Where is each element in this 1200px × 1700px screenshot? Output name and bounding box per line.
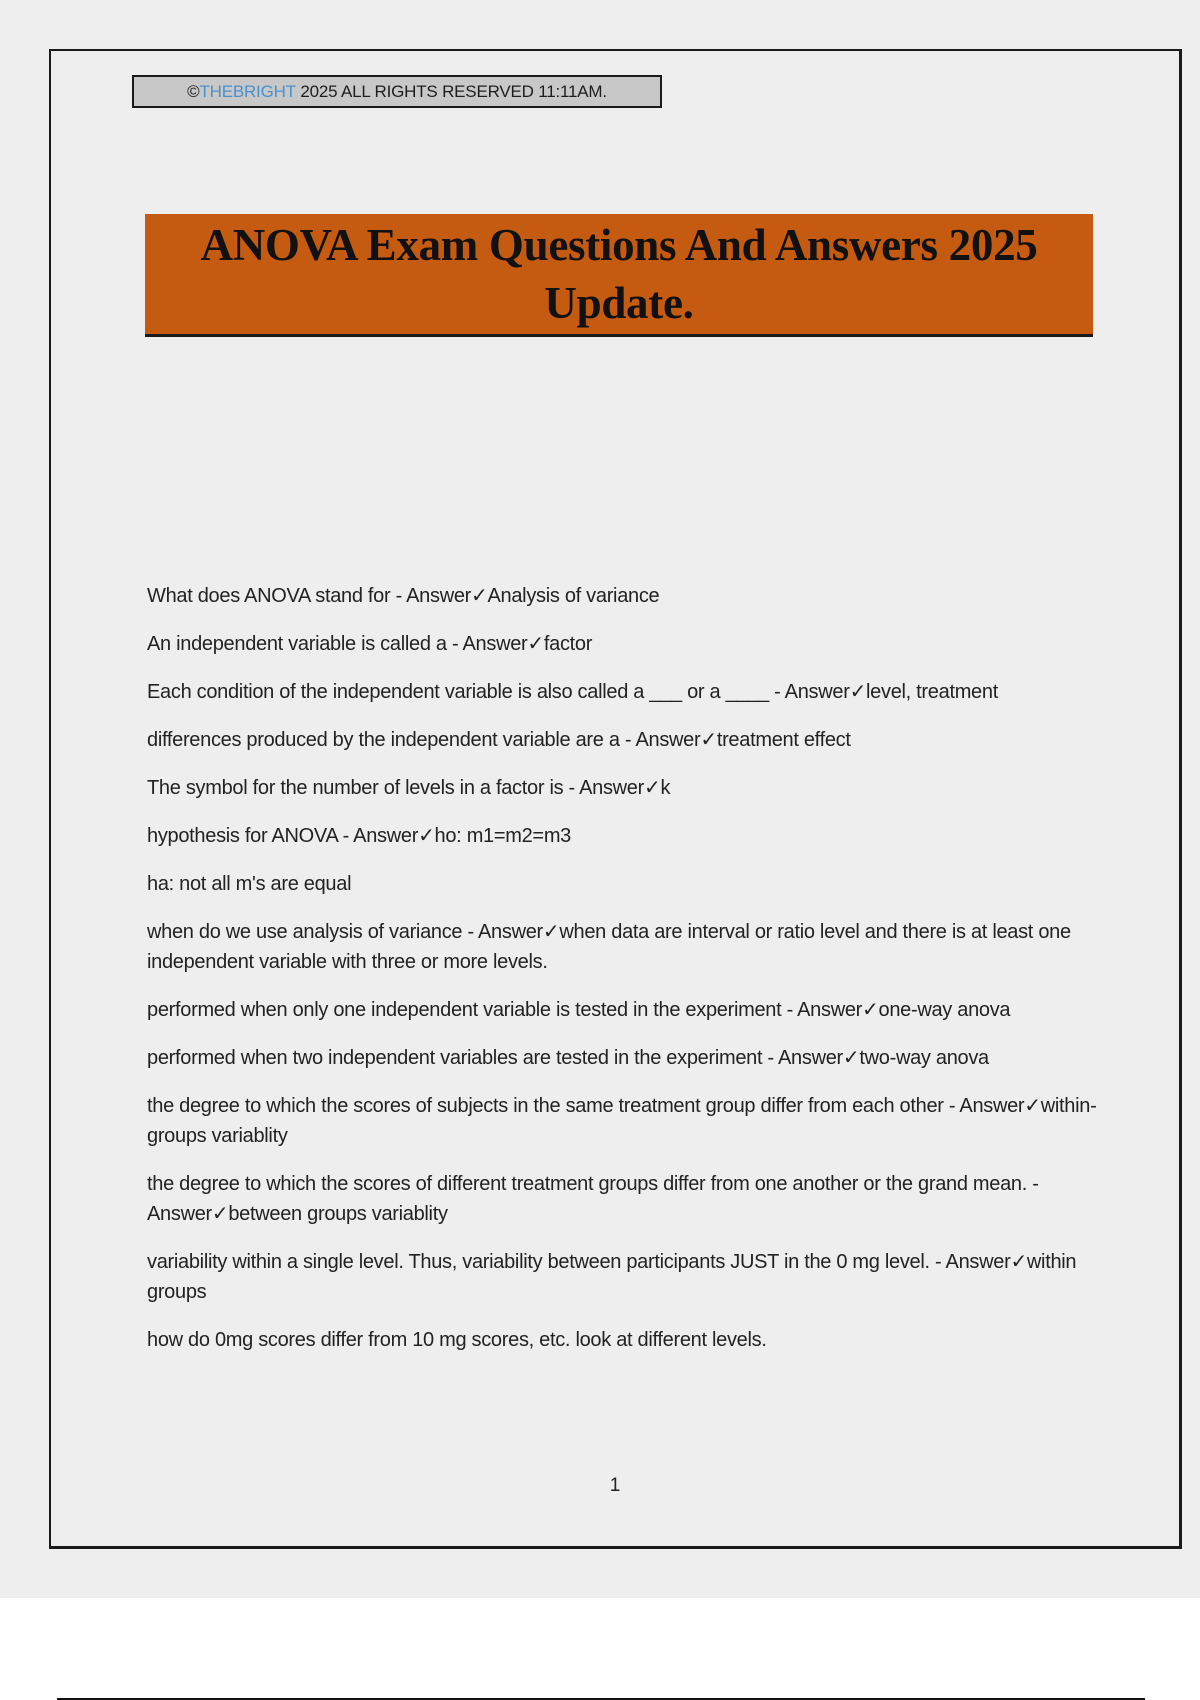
qa-item	[147, 1325, 1137, 1355]
qa-item	[147, 1091, 1137, 1151]
document-page	[49, 49, 1182, 1549]
answer-label: Answer	[147, 1203, 212, 1225]
question-text: What does ANOVA stand for -	[147, 585, 407, 607]
checkmark-icon: ✓	[842, 1047, 860, 1069]
answer-text: within groups	[147, 1251, 1077, 1303]
answer-label: Answer	[797, 999, 863, 1021]
question-text: variability within a single level. Thus, variability between participants JUST in the 0 mg level. -	[147, 1251, 946, 1273]
qa-item	[147, 1169, 1137, 1229]
qa-item	[147, 773, 1137, 803]
checkmark-icon: ✓	[542, 921, 560, 943]
answer-label: Answer	[945, 1251, 1011, 1273]
qa-item	[147, 1247, 1137, 1307]
qa-item	[147, 869, 1137, 899]
answer-text: Analysis of variance	[487, 585, 660, 607]
answer-label: Answer	[406, 585, 472, 607]
answer-text: level, treatment	[866, 681, 998, 703]
qa-item	[147, 917, 1137, 977]
copyright-header	[132, 75, 662, 108]
checkmark-icon: ✓	[849, 681, 867, 703]
checkmark-icon: ✓	[643, 777, 661, 799]
checkmark-icon: ✓	[527, 633, 544, 655]
answer-label: Answer	[353, 825, 419, 847]
qa-list	[147, 581, 1137, 1373]
answer-label: Answer	[462, 633, 528, 655]
qa-item	[147, 677, 1137, 707]
copyright-symbol: ©	[187, 81, 200, 101]
answer-label: Answer	[635, 729, 701, 751]
copyright-text: 2025 ALL RIGHTS RESERVED 11:11AM.	[295, 81, 607, 101]
answer-text: within-groups variablity	[147, 1095, 1097, 1147]
answer-text: one-way anova	[878, 999, 1011, 1021]
question-text: The symbol for the number of levels in a factor is -	[147, 777, 580, 799]
answer-text: factor	[543, 633, 593, 655]
checkmark-icon: ✓	[862, 999, 879, 1021]
checkmark-icon: ✓	[211, 1203, 229, 1225]
qa-item	[147, 725, 1137, 755]
checkmark-icon: ✓	[1024, 1095, 1041, 1117]
checkmark-icon: ✓	[1010, 1251, 1027, 1273]
question-text: performed when two independent variables are tested in the experiment -	[147, 1047, 779, 1069]
question-text: the degree to which the scores of different treatment groups differ from one another or the grand mean. -	[147, 1173, 1043, 1195]
answer-text: ho: m1=m2=m3	[434, 825, 571, 847]
checkmark-icon: ✓	[418, 825, 435, 847]
question-text: Each condition of the independent variable is also called a ___ or a ____ -	[147, 681, 785, 703]
qa-item	[147, 581, 1137, 611]
qa-item	[147, 629, 1137, 659]
answer-label: Answer	[579, 777, 644, 799]
qa-item	[147, 821, 1137, 851]
question-text: performed when only one independent variable is tested in the experiment -	[147, 999, 798, 1021]
answer-label: Answer	[959, 1095, 1025, 1117]
answer-text: when data are interval or ratio level and there is at least one independent variable with three or more levels.	[147, 921, 1071, 973]
question-text: the degree to which the scores of subjects in the same treatment group differ from each other -	[147, 1095, 960, 1117]
qa-text: ha: not all m's are equal	[147, 873, 352, 895]
brand-name: THEBRIGHT	[199, 81, 296, 101]
answer-label: Answer	[784, 681, 850, 703]
qa-text: how do 0mg scores differ from 10 mg scores, etc. look at different levels.	[147, 1329, 767, 1351]
question-text: when do we use analysis of variance -	[147, 921, 479, 943]
question-text: hypothesis for ANOVA -	[147, 825, 354, 847]
answer-text: treatment effect	[716, 729, 851, 751]
answer-label: Answer	[478, 921, 543, 943]
checkmark-icon: ✓	[471, 585, 488, 607]
qa-item	[147, 1043, 1137, 1073]
checkmark-icon: ✓	[700, 729, 717, 751]
document-title: ANOVA Exam Questions And Answers 2025 Update.	[200, 220, 1038, 328]
answer-text: between groups variablity	[228, 1203, 448, 1225]
page-number: 1	[609, 1475, 621, 1496]
question-text: differences produced by the independent variable are a -	[147, 729, 636, 751]
answer-label: Answer	[778, 1047, 843, 1069]
answer-text: two-way anova	[859, 1047, 989, 1069]
qa-item	[147, 995, 1137, 1025]
question-text: An independent variable is called a -	[147, 633, 463, 655]
answer-text: k	[660, 777, 671, 799]
title-banner	[145, 214, 1093, 337]
